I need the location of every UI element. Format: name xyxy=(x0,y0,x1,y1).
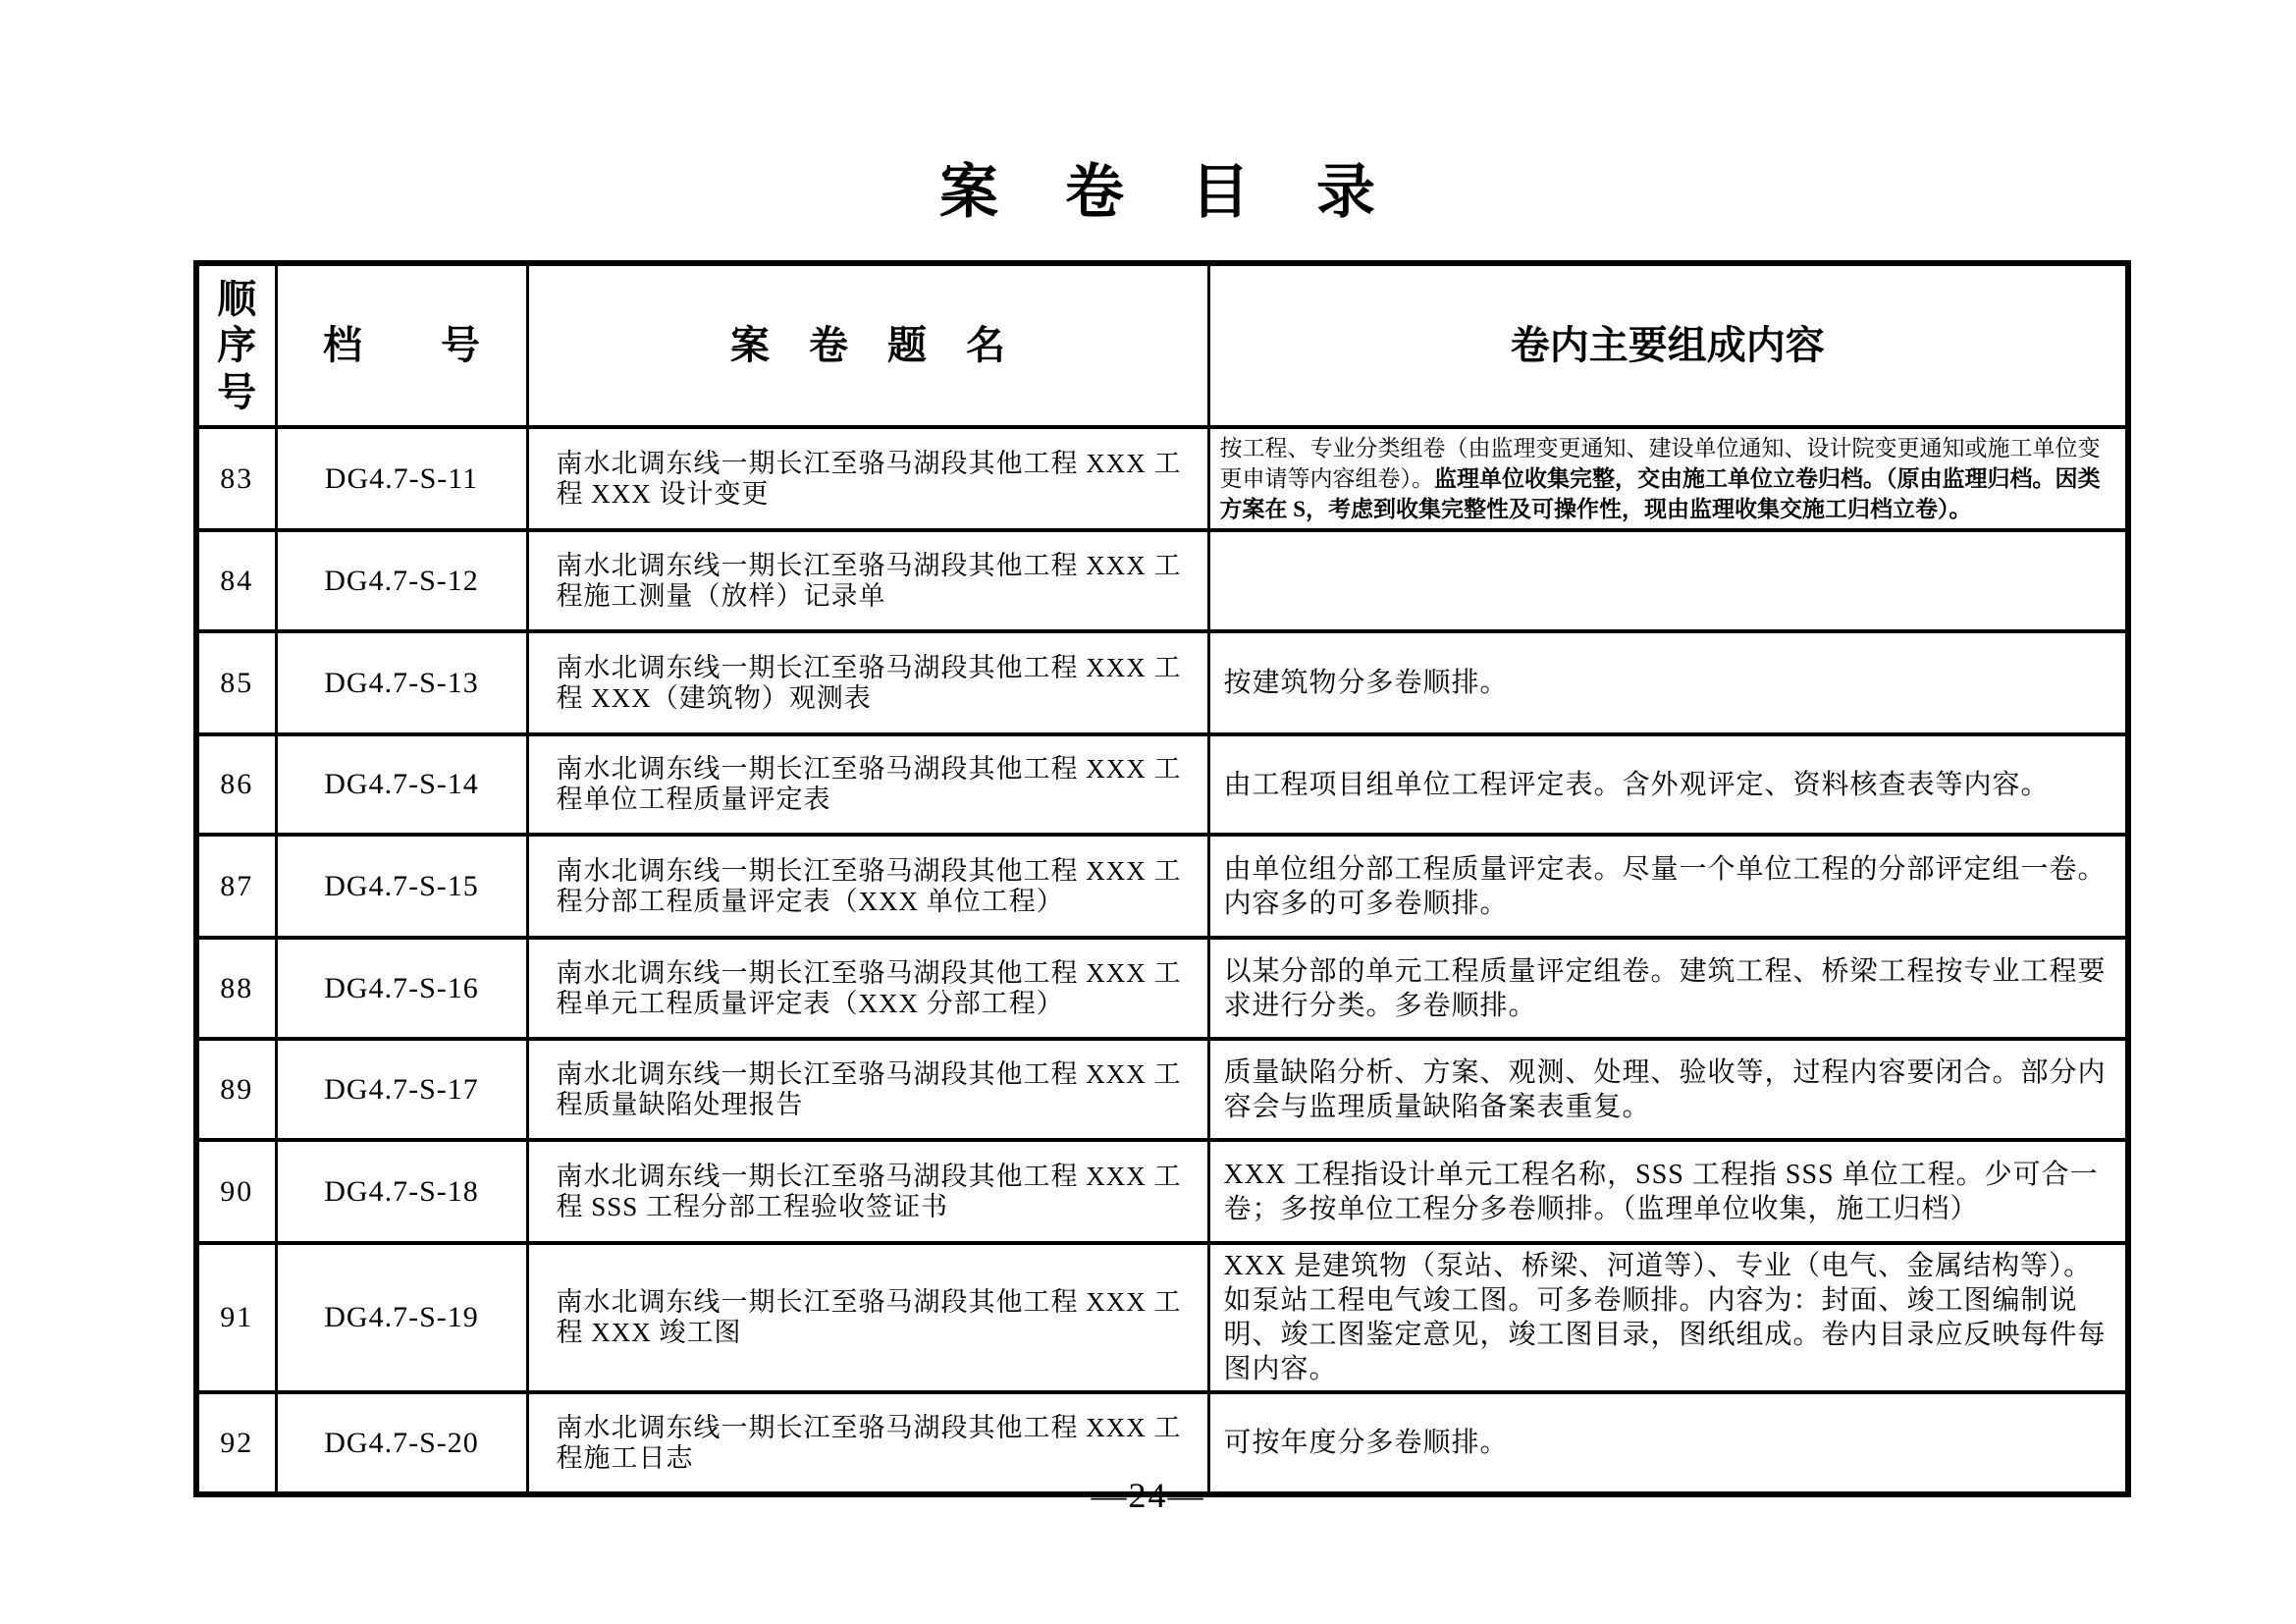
doc-no-cell: DG4.7-S-19 xyxy=(276,1243,527,1392)
table-row xyxy=(196,427,2128,530)
page-title: 案 卷 目 录 xyxy=(939,160,1379,225)
header-seq-label: 顺序号 xyxy=(217,277,257,414)
seq-cell: 92 xyxy=(196,1392,276,1494)
doc-no-cell: DG4.7-S-12 xyxy=(276,530,527,631)
doc-no-cell: DG4.7-S-16 xyxy=(276,938,527,1039)
content-text-bold: 监理单位收集完整，交由施工单位立卷归档。（原由监理归档。因类方案在 S，考虑到收集完整性及可操作性，现由监理收集交施工归档立卷）。 xyxy=(1219,466,2101,521)
table-row xyxy=(196,1039,2128,1140)
content-cell xyxy=(1208,530,2128,631)
title-cell: 南水北调东线一期长江至骆马湖段其他工程 XXX 工程单元工程质量评定表（XXX 分部工程） xyxy=(527,938,1208,1039)
table-row xyxy=(196,938,2128,1039)
doc-no-cell: DG4.7-S-14 xyxy=(276,734,527,835)
title-cell: 南水北调东线一期长江至骆马湖段其他工程 XXX 工程 XXX 竣工图 xyxy=(527,1243,1208,1392)
content-cell: 由工程项目组单位工程评定表。含外观评定、资料核查表等内容。 xyxy=(1208,734,2128,835)
title-cell: 南水北调东线一期长江至骆马湖段其他工程 XXX 工程施工测量（放样）记录单 xyxy=(527,530,1208,631)
doc-no-cell: DG4.7-S-18 xyxy=(276,1140,527,1243)
header-doc-no: 档 号 xyxy=(276,263,527,427)
table-row xyxy=(196,631,2128,734)
title-cell: 南水北调东线一期长江至骆马湖段其他工程 XXX 工程施工日志 xyxy=(527,1392,1208,1494)
content-cell: 由单位组分部工程质量评定表。尽量一个单位工程的分部评定组一卷。内容多的可多卷顺排。 xyxy=(1208,835,2128,938)
content-cell: 质量缺陷分析、方案、观测、处理、验收等，过程内容要闭合。部分内容会与监理质量缺陷备案表重复。 xyxy=(1208,1039,2128,1140)
doc-no-cell: DG4.7-S-20 xyxy=(276,1392,527,1494)
doc-no-cell: DG4.7-S-17 xyxy=(276,1039,527,1140)
table-row xyxy=(196,734,2128,835)
seq-cell: 86 xyxy=(196,734,276,835)
header-main-content: 卷内主要组成内容 xyxy=(1208,263,2128,427)
header-row xyxy=(196,263,2128,427)
seq-cell: 87 xyxy=(196,835,276,938)
seq-cell: 85 xyxy=(196,631,276,734)
seq-cell: 88 xyxy=(196,938,276,1039)
table-row xyxy=(196,1243,2128,1392)
header-case-title: 案 卷 题 名 xyxy=(527,263,1208,427)
page-number: —24— xyxy=(1091,1476,1205,1515)
seq-cell: 91 xyxy=(196,1243,276,1392)
content-text: 按工程、专业分类组卷（由监理变更通知、建设单位通知、设计院变更通知或施工单位变更申请等内容组卷）。 xyxy=(1219,436,2101,491)
content-cell: XXX 工程指设计单元工程名称，SSS 工程指 SSS 单位工程。少可合一卷；多按单位工程分多卷顺排。（监理单位收集，施工归档） xyxy=(1208,1140,2128,1243)
title-cell: 南水北调东线一期长江至骆马湖段其他工程 XXX 工程质量缺陷处理报告 xyxy=(527,1039,1208,1140)
title-cell: 南水北调东线一期长江至骆马湖段其他工程 XXX 工程 XXX 设计变更 xyxy=(527,427,1208,530)
content-cell xyxy=(1208,427,2128,530)
content-cell: 以某分部的单元工程质量评定组卷。建筑工程、桥梁工程按专业工程要求进行分类。多卷顺排。 xyxy=(1208,938,2128,1039)
content-cell: 可按年度分多卷顺排。 xyxy=(1208,1392,2128,1494)
title-cell: 南水北调东线一期长江至骆马湖段其他工程 XXX 工程分部工程质量评定表（XXX 单位工程） xyxy=(527,835,1208,938)
table-row xyxy=(196,530,2128,631)
content-cell: XXX 是建筑物（泵站、桥梁、河道等）、专业（电气、金属结构等）。如泵站工程电气竣工图。可多卷顺排。内容为：封面、竣工图编制说明、竣工图鉴定意见，竣工图目录，图纸组成。卷内目录应反映每件每图内容。 xyxy=(1208,1243,2128,1392)
title-cell: 南水北调东线一期长江至骆马湖段其他工程 XXX 工程 SSS 工程分部工程验收签证书 xyxy=(527,1140,1208,1243)
doc-no-cell: DG4.7-S-11 xyxy=(276,427,527,530)
title-cell: 南水北调东线一期长江至骆马湖段其他工程 XXX 工程 XXX（建筑物）观测表 xyxy=(527,631,1208,734)
seq-cell: 90 xyxy=(196,1140,276,1243)
header-seq xyxy=(196,263,276,427)
table-row xyxy=(196,1140,2128,1243)
seq-cell: 83 xyxy=(196,427,276,530)
content-cell: 按建筑物分多卷顺排。 xyxy=(1208,631,2128,734)
table-row xyxy=(196,835,2128,938)
seq-cell: 84 xyxy=(196,530,276,631)
seq-cell: 89 xyxy=(196,1039,276,1140)
title-cell: 南水北调东线一期长江至骆马湖段其他工程 XXX 工程单位工程质量评定表 xyxy=(527,734,1208,835)
doc-no-cell: DG4.7-S-13 xyxy=(276,631,527,734)
catalog-table xyxy=(193,260,2131,1497)
doc-no-cell: DG4.7-S-15 xyxy=(276,835,527,938)
